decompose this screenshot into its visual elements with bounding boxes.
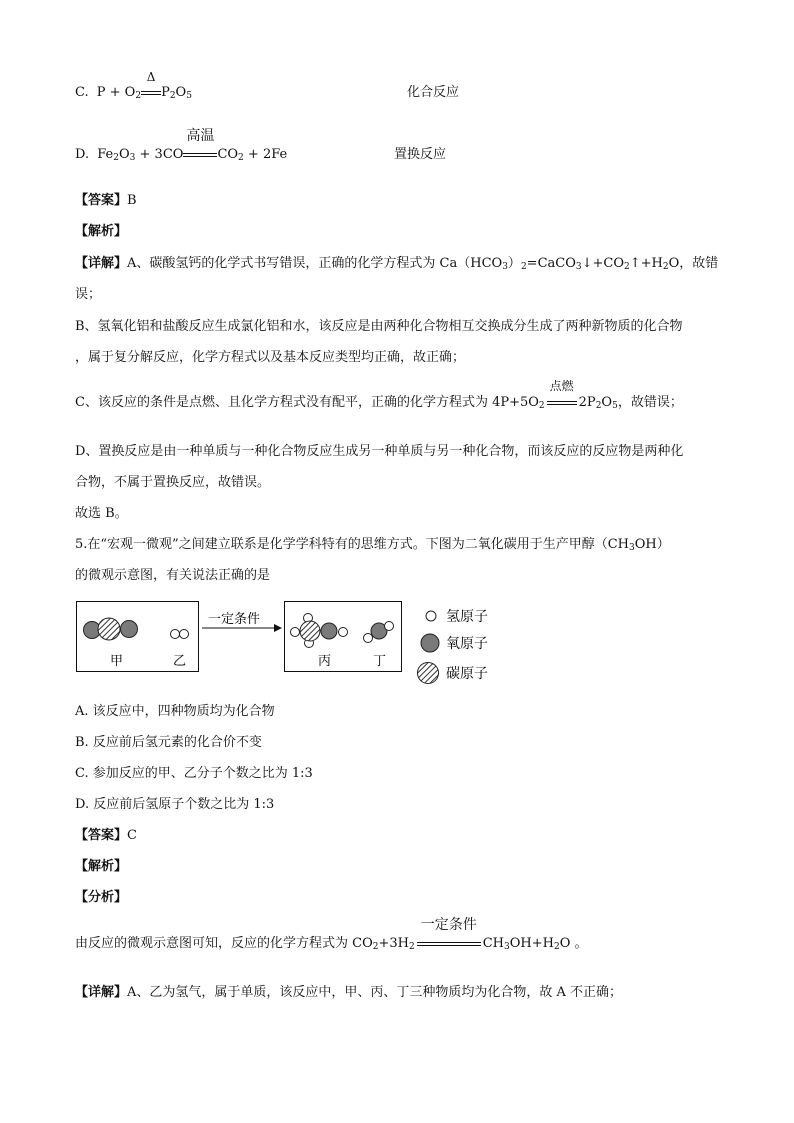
answer-value-2: C <box>127 828 137 843</box>
legend-oxygen-label: 氧原子 <box>446 636 488 652</box>
h2-atom-1 <box>171 630 180 639</box>
label-ding: 丁 <box>373 654 387 669</box>
label-bing: 丙 <box>318 654 332 669</box>
ch3oh-carbon <box>300 621 320 641</box>
legend-carbon-label: 碳原子 <box>446 666 488 682</box>
jiexi-heading-2: 【解析】 <box>75 859 128 874</box>
conclusion: 故选 B。 <box>75 506 128 521</box>
question-5-line2: 的微观示意图，有关说法正确的是 <box>75 568 271 583</box>
label-yi: 乙 <box>173 654 187 669</box>
legend-hydrogen-icon <box>426 611 436 621</box>
co2-oxygen-right <box>121 621 138 638</box>
analysis-line: 由反应的微观示意图可知，反应的化学方程式为 $CO_2+3H_2$ 一定条件 $CH_3OH+H_2O$ 。 <box>75 917 588 952</box>
condition-certain: 一定条件 <box>420 917 477 933</box>
detail-c-line: C、该反应的条件是点燃、且化学方程式没有配平，正确的化学方程式为 $4P+5O_2$ 点燃 $2P_2O_5$，故错误； <box>75 379 683 411</box>
h2-atom-2 <box>180 630 189 639</box>
jiexi-heading-1: 【解析】 <box>75 224 128 239</box>
arrow-condition: 一定条件 <box>208 612 261 627</box>
h2o-h-right <box>385 622 394 631</box>
option-c-type: 化合反应 <box>407 85 460 100</box>
detail-a-line2: 误； <box>75 287 102 302</box>
detail-b-line2: ，属于复分解反应，化学方程式以及基本反应类型均正确，故正确； <box>75 350 466 365</box>
question-5-line1: 5.在“宏观一微观”之间建立联系是化学学科特有的思维方式。下图为二氧化碳用于生产甲醇$(CH_3OH)$ <box>75 537 670 553</box>
detail-d-line2: 合物，不属于置换反应，故错误。 <box>75 475 271 490</box>
ch3oh-oxygen <box>321 623 337 639</box>
option-d-equation: $Fe_2O_3 + 3CO$ 高温 $CO_2 + 2Fe$ <box>97 128 288 163</box>
condition-high-temp: 高温 <box>186 128 215 144</box>
option-d-line <box>75 128 288 167</box>
option-c-equation: $P + O_2$ Δ $P_2O_5$ <box>96 70 192 101</box>
answer-line-1: 【答案】B <box>75 193 137 208</box>
co2-carbon <box>98 618 120 640</box>
ch3oh-h-left <box>291 628 300 637</box>
legend-oxygen-icon <box>421 634 439 652</box>
detail-b-line1: B、氢氧化铝和盐酸反应生成氯化铝和水，该反应是由两种化合物相互交换成分生成了两种新物质的化合物 <box>75 319 683 334</box>
molecular-diagram <box>76 601 496 691</box>
label-jia: 甲 <box>110 654 124 669</box>
option-c-line <box>75 70 192 105</box>
fenxi-heading: 【分析】 <box>75 890 128 905</box>
h2o-h-left <box>364 634 373 643</box>
option-d-type: 置换反应 <box>394 147 447 162</box>
detail-final-line: 【详解】A、乙为氢气，属于单质，该反应中，甲、丙、丁三种物质均为化合物，故 A 不正确； <box>75 985 623 1000</box>
legend-carbon-icon <box>418 663 439 684</box>
option-d-label: D. <box>75 147 90 162</box>
choice-b: B. 反应前后氢元素的化合价不变 <box>75 735 262 750</box>
option-c-label: C. <box>75 85 89 100</box>
detail-a-line1: 【详解】A、碳酸氢钙的化学式书写错误，正确的化学方程式为 $Ca(HCO_3)_2=CaCO_3↓+CO_2↑+H_2O$，故错 <box>75 256 719 272</box>
condition-ignite: 点燃 <box>549 379 574 393</box>
condition-delta: Δ <box>146 70 156 84</box>
choice-d: D. 反应前后氢原子个数之比为 1:3 <box>75 797 275 812</box>
answer-line-2: 【答案】C <box>75 828 137 843</box>
legend-hydrogen-label: 氢原子 <box>446 609 488 625</box>
answer-value-1: B <box>127 193 137 208</box>
detail-d-line1: D、置换反应是由一种单质与一种化合物反应生成另一种单质与另一种化合物，而该反应的反应物是两种化 <box>75 444 684 459</box>
ch3oh-h-right <box>339 628 348 637</box>
choice-c: C. 参加反应的甲、乙分子个数之比为 1:3 <box>75 766 313 781</box>
choice-a: A. 该反应中，四种物质均为化合物 <box>75 704 275 719</box>
